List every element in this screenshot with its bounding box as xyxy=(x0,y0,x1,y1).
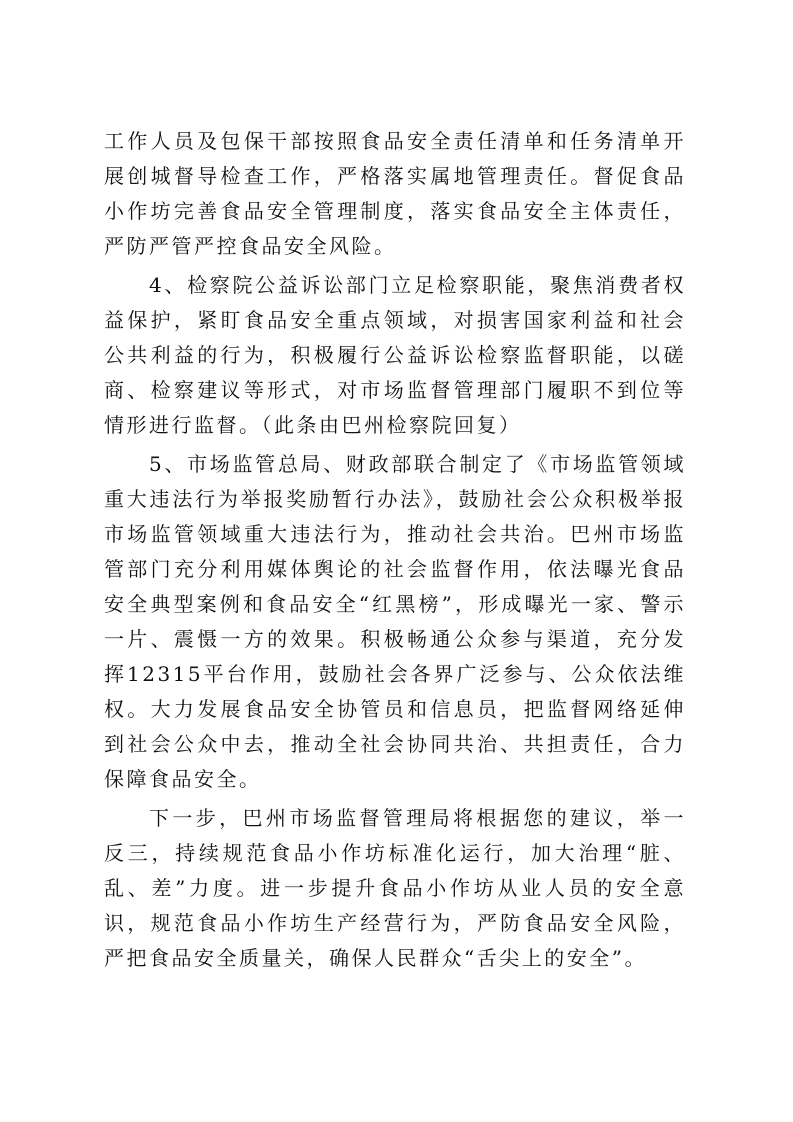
document-body xyxy=(104,124,686,976)
paragraph-next-step: 下一步，巴州市场监督管理局将根据您的建议，举一反三，持续规范食品小作坊标准化运行，加大治理“脏、乱、差”力度。进一步提升食品小作坊从业人员的安全意识，规范食品小作坊生产经营行为，严防食品安全风险，严把食品安全质量关，确保人民群众“舌尖上的安全”。 xyxy=(104,806,686,970)
paragraph-item-4: 4、检察院公益诉讼部门立足检察职能，聚焦消费者权益保护，紧盯食品安全重点领域，对损害国家利益和社会公共利益的行为，积极履行公益诉讼检察监督职能，以磋商、检察建议等形式，对市场监督管理部门履职不到位等情形进行监督。（此条由巴州检察院回复） xyxy=(104,273,686,437)
paragraph-item-5: 5、市场监管总局、财政部联合制定了《市场监管领域重大违法行为举报奖励暂行办法》，鼓励社会公众积极举报市场监管领域重大违法行为，推动社会共治。巴州市场监管部门充分利用媒体舆论的社会监督作用，依法曝光食品安全典型案例和食品安全“红黑榜”，形成曝光一家、警示一片、震慑一方的效果。积极畅通公众参与渠道，充分发挥12315平台作用，鼓励社会各界广泛参与、公众依法维权。大力发展食品安全协管员和信息员，把监督网络延伸到社会公众中去，推动全社会协同共治、共担责任，合力保障食品安全。 xyxy=(104,452,686,791)
paragraph-continuation: 工作人员及包保干部按照食品安全责任清单和任务清单开展创城督导检查工作，严格落实属地管理责任。督促食品小作坊完善食品安全管理制度，落实食品安全主体责任，严防严管严控食品安全风险。 xyxy=(104,129,686,258)
